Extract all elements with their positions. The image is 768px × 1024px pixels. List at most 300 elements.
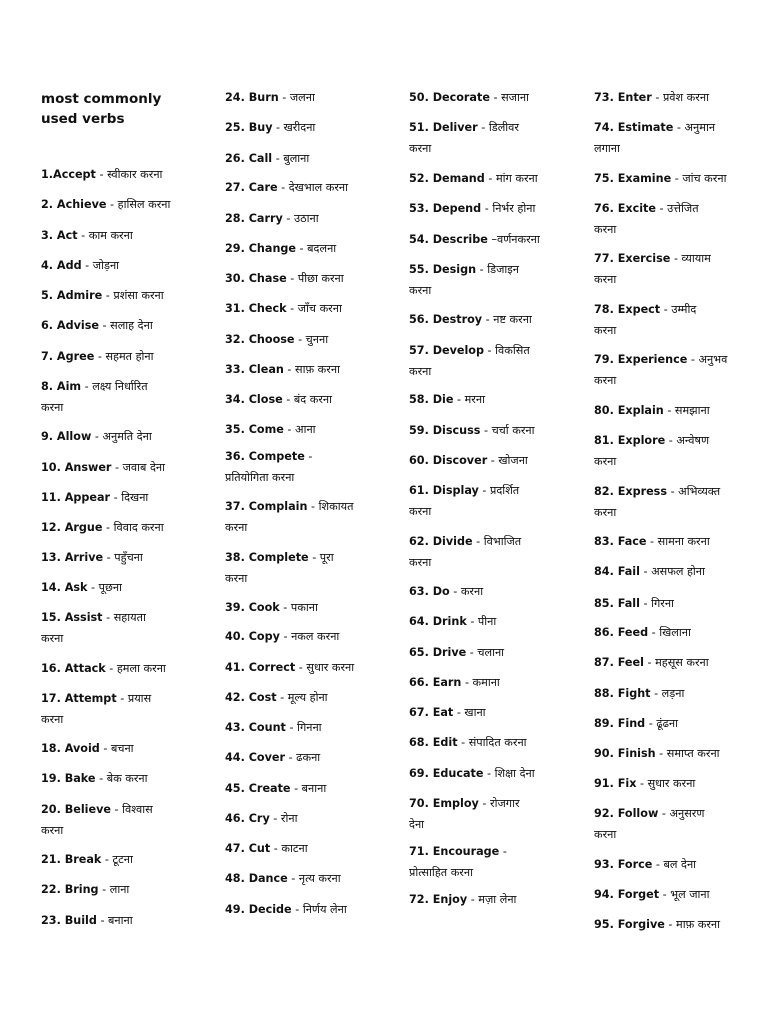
verb-english: 2. Achieve — [41, 198, 107, 211]
verb-separator: - — [658, 807, 670, 820]
verb-entry — [225, 809, 297, 830]
verb-hindi: रोना — [280, 812, 298, 825]
verb-separator: - — [98, 319, 111, 332]
verb-separator: - — [105, 662, 117, 675]
verb-hindi-continued: करना — [409, 504, 432, 518]
verb-english: 13. Arrive — [41, 551, 104, 564]
verb-hindi-continued: करना — [594, 222, 617, 236]
verb-hindi: लक्ष्य निर्धारित — [92, 380, 148, 393]
verb-separator: - — [276, 691, 288, 704]
verb-hindi: काटना — [281, 842, 308, 855]
verb-separator: - — [102, 521, 114, 534]
verb-entry — [225, 627, 339, 648]
verb-entry — [41, 659, 166, 680]
verb-english: 12. Argue — [41, 521, 103, 534]
verb-hindi-continued: करना — [594, 272, 617, 286]
verb-hindi: जांच करना — [682, 172, 727, 185]
verb-hindi: लाना — [109, 883, 130, 896]
verb-separator: - — [453, 706, 465, 719]
verb-entry — [225, 779, 326, 800]
verb-entry — [409, 421, 535, 442]
verb-entry — [225, 869, 341, 890]
verb-hindi: खोजना — [498, 454, 528, 467]
verb-hindi: खिलाना — [659, 626, 691, 639]
verb-hindi: व्यायाम — [681, 252, 711, 265]
verb-entry — [41, 911, 133, 932]
verb-english: 31. Check — [225, 302, 287, 315]
verb-hindi: विश्वास — [122, 803, 153, 816]
verb-separator: - — [279, 630, 292, 643]
verb-english: 53. Depend — [409, 202, 482, 215]
verb-hindi: नृत्य करना — [298, 872, 341, 885]
verb-separator: - — [111, 461, 123, 474]
verb-english: 63. Do — [409, 585, 450, 598]
verb-hindi: अनुसरण — [669, 807, 705, 820]
verb-separator: - — [646, 535, 658, 548]
verb-hindi: नष्ट करना — [493, 313, 532, 326]
verb-english: 62. Divide — [409, 535, 473, 548]
verb-entry — [41, 689, 151, 730]
verb-english: 19. Bake — [41, 772, 96, 785]
verb-english: 79. Experience — [594, 353, 688, 366]
verb-entry — [225, 118, 315, 139]
verb-hindi: गिनना — [297, 721, 322, 734]
verb-hindi: निर्भर होना — [492, 202, 536, 215]
verb-separator: - — [294, 333, 306, 346]
verb-entry — [409, 451, 528, 472]
verb-hindi: बंद करना — [293, 393, 333, 406]
verb-entry — [409, 612, 496, 633]
verb-separator: - — [102, 289, 114, 302]
verb-hindi: समाप्त करना — [666, 747, 720, 760]
verb-separator: - — [671, 172, 683, 185]
verb-english: 64. Drink — [409, 615, 467, 628]
verb-entry — [409, 703, 486, 724]
verb-hindi: मूल्य होना — [287, 691, 328, 704]
verb-english: 93. Force — [594, 858, 653, 871]
verb-hindi: चुनना — [305, 333, 329, 346]
verb-entry — [594, 562, 705, 583]
verb-separator: - — [499, 845, 507, 858]
verb-entry — [409, 341, 530, 382]
verb-hindi: निर्णय लेना — [302, 903, 347, 916]
verb-hindi-continued: करना — [594, 827, 617, 841]
verb-entry — [225, 149, 309, 170]
verb-separator: - — [639, 565, 652, 578]
verb-hindi: सहमत होना — [105, 350, 154, 363]
verb-separator: - — [645, 717, 657, 730]
verb-hindi: करना — [460, 585, 484, 598]
verb-entry — [225, 748, 320, 769]
verb-english: 17. Attempt — [41, 692, 117, 705]
verb-english: 86. Feed — [594, 626, 649, 639]
verb-separator: - — [283, 363, 296, 376]
verb-english: 67. Eat — [409, 706, 454, 719]
verb-entry — [41, 195, 170, 216]
verb-english: 68. Edit — [409, 736, 458, 749]
verb-separator: - — [102, 611, 114, 624]
verb-entry — [409, 199, 535, 220]
verb-entry — [594, 885, 710, 906]
verb-separator: - — [282, 393, 294, 406]
verb-hindi: साफ़ करना — [295, 363, 340, 376]
verb-entry — [225, 839, 308, 860]
verb-separator: - — [286, 302, 298, 315]
verb-english: 51. Deliver — [409, 121, 478, 134]
verb-hindi: मांग करना — [495, 172, 538, 185]
verb-separator: - — [110, 491, 122, 504]
verb-hindi: नकल करना — [291, 630, 340, 643]
verb-entry — [41, 256, 119, 277]
verb-entry — [41, 347, 154, 368]
verb-english: 16. Attack — [41, 662, 106, 675]
verb-separator: - — [478, 797, 490, 810]
verb-hindi-continued: लगाना — [594, 141, 620, 155]
verb-entry — [225, 598, 318, 619]
verb-separator: - — [94, 350, 106, 363]
verb-hindi-continued: करना — [594, 373, 617, 387]
verb-separator: - — [652, 858, 664, 871]
verb-entry — [409, 169, 538, 190]
verb-entry — [594, 653, 709, 674]
verb-hindi: सामना करना — [657, 535, 710, 548]
verb-english: 11. Appear — [41, 491, 111, 504]
verb-english: 70. Employ — [409, 797, 479, 810]
verb-hindi: डिजाइन — [487, 263, 520, 276]
verb-english: 82. Express — [594, 485, 668, 498]
verb-hindi: पहुँचना — [114, 551, 143, 564]
verb-separator: - — [449, 585, 461, 598]
verb-entry — [409, 390, 485, 411]
verb-english: 42. Cost — [225, 691, 277, 704]
verb-hindi: लड़ना — [661, 687, 685, 700]
verb-entry — [41, 427, 152, 448]
verb-hindi: विभाजित — [483, 535, 522, 548]
verb-hindi: विवाद करना — [113, 521, 164, 534]
verb-english: 55. Design — [409, 263, 477, 276]
verb-entry — [594, 623, 691, 644]
verb-english: 35. Come — [225, 423, 284, 436]
verb-separator: - — [639, 597, 652, 610]
verb-entry — [225, 658, 354, 679]
verb-entry — [594, 118, 715, 159]
verb-entry — [41, 800, 153, 841]
verb-entry — [225, 688, 328, 709]
verb-english: 92. Follow — [594, 807, 659, 820]
verb-english: 57. Develop — [409, 344, 484, 357]
verb-hindi: ढकना — [296, 751, 321, 764]
verb-hindi: प्रवेश करना — [662, 91, 709, 104]
verb-separator: – — [487, 233, 497, 246]
verb-hindi: अन्वेषण — [676, 434, 710, 447]
verb-english: 85. Fall — [594, 597, 640, 610]
verb-hindi: जाँच करना — [297, 302, 342, 315]
verb-entry — [41, 165, 162, 186]
verb-english: 3. Act — [41, 229, 78, 242]
verb-separator: - — [282, 212, 294, 225]
verb-entry — [594, 915, 720, 936]
verb-entry — [41, 286, 164, 307]
verb-english: 7. Agree — [41, 350, 95, 363]
verb-hindi: खरीदना — [283, 121, 316, 134]
verb-hindi: खाना — [464, 706, 486, 719]
verb-separator: - — [272, 152, 284, 165]
verb-hindi: पीछा करना — [297, 272, 344, 285]
verb-english: 80. Explain — [594, 404, 664, 417]
verb-english: 54. Describe — [409, 233, 488, 246]
verb-hindi: कमाना — [472, 676, 500, 689]
verb-separator: - — [466, 646, 478, 659]
verb-entry — [594, 249, 711, 290]
verb-separator: - — [269, 812, 281, 825]
verb-separator: - — [673, 121, 685, 134]
verb-english: 77. Exercise — [594, 252, 671, 265]
verb-separator: - — [81, 380, 93, 393]
verb-hindi: दिखना — [121, 491, 149, 504]
verb-entry — [594, 431, 709, 472]
verb-entry — [594, 684, 684, 705]
verb-english: 20. Believe — [41, 803, 111, 816]
verb-hindi-continued: करना — [225, 571, 248, 585]
verb-english: 10. Answer — [41, 461, 112, 474]
verb-separator: - — [307, 500, 319, 513]
verb-entry — [409, 260, 519, 301]
verb-hindi: जवाब देना — [122, 461, 166, 474]
verb-english: 49. Decide — [225, 903, 292, 916]
verb-entry — [594, 744, 720, 765]
verb-hindi: देखभाल करना — [288, 181, 349, 194]
verb-separator: - — [279, 601, 291, 614]
verb-hindi-continued: देना — [409, 817, 425, 831]
verb-english: 33. Clean — [225, 363, 284, 376]
verb-separator: - — [116, 692, 128, 705]
verb-hindi: पूछना — [98, 581, 122, 594]
verb-separator: - — [482, 313, 494, 326]
verb-separator: - — [655, 747, 667, 760]
verb-english: 91. Fix — [594, 777, 637, 790]
verb-separator: - — [477, 121, 489, 134]
verb-english: 39. Cook — [225, 601, 280, 614]
verb-separator: - — [466, 615, 478, 628]
verb-separator: - — [663, 404, 675, 417]
verb-hindi: पीना — [477, 615, 497, 628]
verb-hindi: रोजगार — [490, 797, 520, 810]
verb-english: 41. Correct — [225, 661, 296, 674]
verb-hindi: हासिल करना — [117, 198, 171, 211]
verb-english: 14. Ask — [41, 581, 88, 594]
verb-separator: - — [291, 903, 303, 916]
verb-hindi-continued: प्रतियोगिता करना — [225, 470, 295, 484]
verb-entry — [41, 739, 134, 760]
verb-separator: - — [283, 423, 296, 436]
verb-separator: - — [487, 454, 499, 467]
verb-entry — [409, 230, 540, 251]
verb-hindi: प्रशंसा करना — [113, 289, 164, 302]
verb-entry — [41, 850, 133, 871]
verb-english: 18. Avoid — [41, 742, 100, 755]
verb-entry — [409, 310, 532, 331]
verb-entry — [594, 855, 696, 876]
verb-separator: - — [665, 434, 677, 447]
verb-separator: - — [77, 229, 89, 242]
verb-english: 1.Accept — [41, 168, 96, 181]
verb-entry — [225, 209, 319, 230]
verb-hindi: डिलीवर — [488, 121, 519, 134]
verb-separator: - — [484, 172, 496, 185]
verb-english: 89. Find — [594, 717, 646, 730]
verb-separator: - — [106, 198, 118, 211]
verb-english: 71. Encourage — [409, 845, 500, 858]
verb-separator: - — [272, 121, 284, 134]
verb-separator: - — [670, 252, 682, 265]
verb-english: 75. Examine — [594, 172, 672, 185]
verb-separator: - — [285, 721, 298, 734]
verb-hindi: बल देना — [663, 858, 697, 871]
verb-hindi: मज़ा लेना — [478, 893, 517, 906]
verb-entry — [594, 169, 726, 190]
verb-hindi-continued: करना — [594, 505, 617, 519]
verb-entry — [594, 401, 710, 422]
verb-separator: - — [655, 202, 668, 215]
verb-separator: - — [457, 736, 469, 749]
verb-hindi: उठाना — [293, 212, 319, 225]
verb-entry — [41, 226, 133, 247]
verb-entry — [41, 458, 165, 479]
verb-entry — [409, 764, 535, 785]
verb-english: 78. Expect — [594, 303, 661, 316]
verb-separator: - — [481, 202, 493, 215]
page-title: most commonly used verbs — [41, 91, 162, 127]
verb-entry — [409, 673, 500, 694]
verb-english: 30. Chase — [225, 272, 287, 285]
verb-hindi-continued: प्रोत्साहित करना — [409, 865, 473, 879]
verb-hindi: बचना — [110, 742, 134, 755]
verb-hindi-continued: करना — [409, 555, 432, 569]
verb-english: 28. Carry — [225, 212, 283, 225]
verb-english: 44. Cover — [225, 751, 286, 764]
verb-entry — [409, 481, 519, 522]
verb-entry — [594, 482, 720, 523]
verb-entry — [409, 582, 483, 603]
verb-entry — [594, 774, 695, 795]
verb-english: 21. Break — [41, 853, 102, 866]
verb-hindi: महसूस करना — [655, 656, 709, 669]
verb-hindi: जलना — [289, 91, 315, 104]
verb-hindi-continued: करना — [41, 823, 64, 837]
verb-entry — [41, 578, 122, 599]
verb-entry — [225, 330, 328, 351]
verb-separator: - — [103, 551, 115, 564]
verb-separator: - — [667, 485, 679, 498]
verb-hindi: माफ़ करना — [676, 918, 721, 931]
verb-english: 6. Advise — [41, 319, 99, 332]
verb-english: 46. Cry — [225, 812, 270, 825]
verb-english: 66. Earn — [409, 676, 462, 689]
verb-english: 50. Decorate — [409, 91, 490, 104]
verb-english: 27. Care — [225, 181, 278, 194]
verb-separator: - — [91, 430, 103, 443]
verb-english: 52. Demand — [409, 172, 485, 185]
verb-hindi-continued: करना — [594, 323, 617, 337]
verb-hindi: बेक करना — [106, 772, 148, 785]
verb-entry — [41, 548, 143, 569]
verb-hindi: वर्णनकरना — [496, 233, 540, 246]
verb-separator: - — [110, 803, 123, 816]
verb-entry — [409, 733, 527, 754]
verb-hindi: जोड़ना — [92, 259, 120, 272]
verb-hindi-continued: करना — [225, 520, 248, 534]
verb-hindi: गिरना — [651, 597, 674, 610]
verb-english: 9. Allow — [41, 430, 92, 443]
verb-entry — [225, 239, 336, 260]
verb-separator: - — [277, 181, 289, 194]
verb-english: 81. Explore — [594, 434, 666, 447]
verb-entry — [409, 88, 529, 109]
verb-separator: - — [480, 424, 492, 437]
verb-hindi: टूटना — [112, 853, 133, 866]
verb-english: 34. Close — [225, 393, 283, 406]
verb-separator: - — [467, 893, 479, 906]
verb-entry — [594, 714, 678, 735]
verb-hindi: सुधार करना — [306, 661, 355, 674]
verb-hindi: उम्मीद — [671, 303, 697, 316]
verb-hindi-continued: करना — [409, 364, 432, 378]
verb-hindi: आना — [295, 423, 316, 436]
verb-entry — [225, 269, 344, 290]
verb-english: 73. Enter — [594, 91, 652, 104]
verb-entry — [594, 88, 709, 109]
verb-english: 22. Bring — [41, 883, 99, 896]
verb-entry — [594, 300, 696, 341]
verb-hindi: पूरा — [319, 551, 334, 564]
verb-separator: - — [643, 656, 656, 669]
verb-hindi: समझाना — [674, 404, 710, 417]
verb-hindi: ढूंढना — [656, 717, 679, 730]
verb-hindi-continued: करना — [409, 283, 432, 297]
verb-separator: - — [636, 777, 648, 790]
verb-english: 24. Burn — [225, 91, 279, 104]
verb-entry — [225, 178, 348, 199]
verb-english: 5. Admire — [41, 289, 103, 302]
verb-separator: - — [687, 353, 699, 366]
verb-english: 47. Cut — [225, 842, 271, 855]
verb-english: 32. Choose — [225, 333, 295, 346]
verb-entry — [41, 608, 146, 649]
verb-hindi: बदलना — [307, 242, 337, 255]
verb-separator: - — [304, 450, 313, 463]
verb-entry — [225, 497, 354, 538]
verb-hindi: काम करना — [88, 229, 133, 242]
verb-entry — [225, 718, 322, 739]
verb-hindi: मरना — [464, 393, 485, 406]
verb-hindi: संपादित करना — [468, 736, 527, 749]
verb-hindi-continued: करना — [594, 454, 617, 468]
verb-separator: - — [286, 272, 298, 285]
verb-separator: - — [476, 263, 488, 276]
verb-separator: - — [461, 676, 473, 689]
verb-english: 23. Build — [41, 914, 97, 927]
verb-entry — [41, 880, 129, 901]
verb-entry — [41, 316, 153, 337]
verb-english: 61. Display — [409, 484, 479, 497]
verb-hindi-continued: करना — [41, 631, 64, 645]
verb-hindi: भूल जाना — [670, 888, 710, 901]
verb-hindi: अनुमान — [684, 121, 716, 134]
verb-separator: - — [308, 551, 320, 564]
verb-hindi: अनुमति देना — [102, 430, 152, 443]
verb-english: 88. Fight — [594, 687, 651, 700]
verb-hindi: सजाना — [501, 91, 529, 104]
